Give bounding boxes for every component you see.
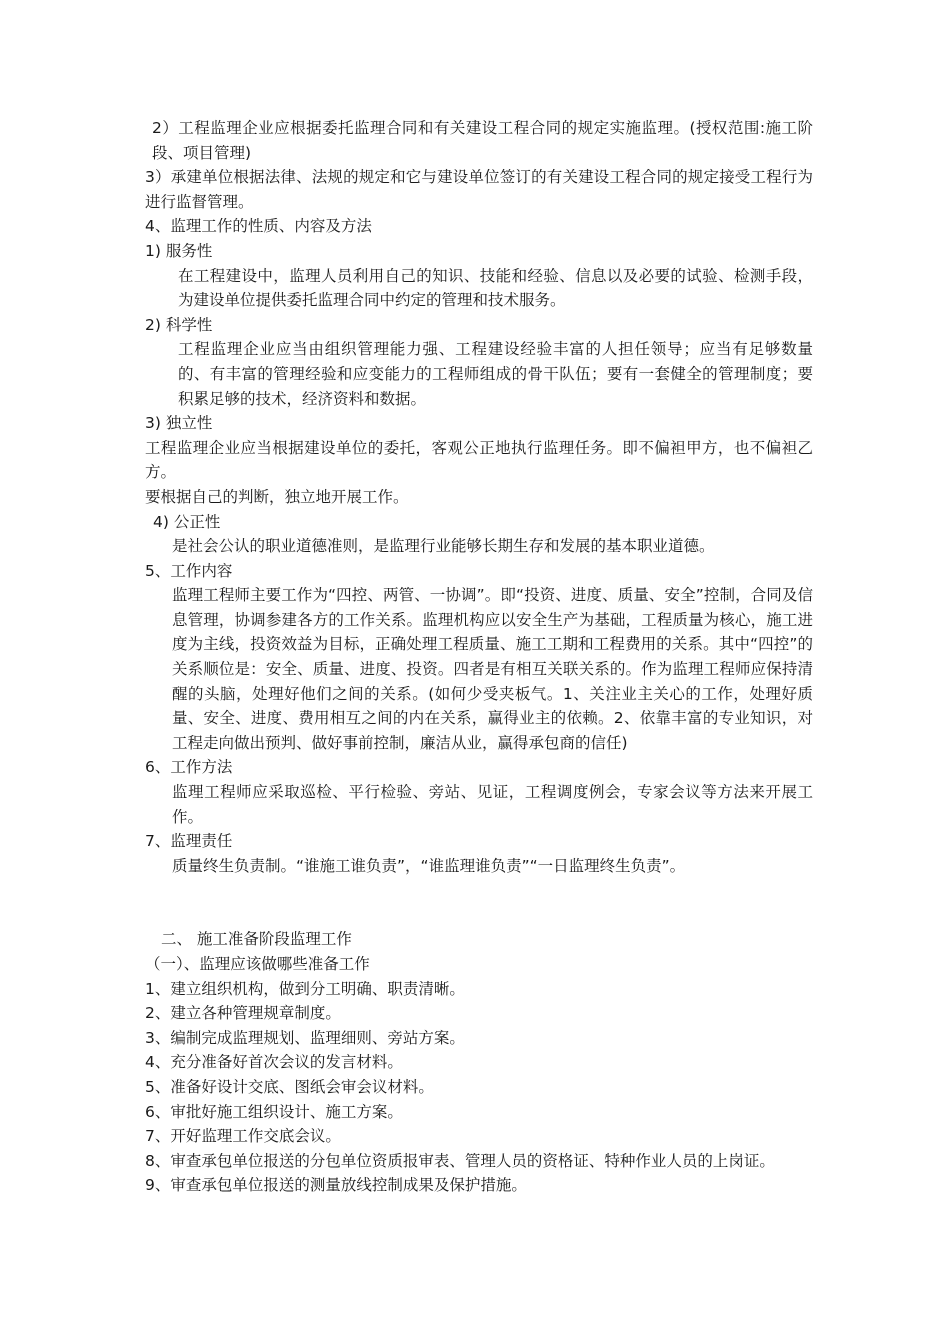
list-item: 4、充分准备好首次会议的发言材料。 xyxy=(145,1053,403,1072)
paragraph-work-content: 监理工程师主要工作为“四控、两管、一协调”。即“投资、进度、质量、安全”控制，合同及信息管理，协调参建各方的工作关系。监理机构应以安全生产为基础，工程质量为核心，施工进度为主线，投资效益为目标，正确处理工程质量、施工工期和工程费用的关系。其中“四控”的关系顺位是：安全、质量、进度、投资。四者是有相互关联关系的。作为监理工程师应保持清醒的头脑，处理好他们之间的关系。(如何少受夹板气。1、关注业主关心的工作，处理好质量、安全、进度、费用相互之间的内在关系，赢得业主的依赖。2、依靠丰富的专业知识，对工程走向做出预判、做好事前控制，廉洁从业，赢得承包商的信任) xyxy=(172,586,813,752)
list-item: 7、开好监理工作交底会议。 xyxy=(145,1127,341,1146)
heading-4-nature-content-methods: 4、监理工作的性质、内容及方法 xyxy=(145,217,372,236)
paragraph-work-methods: 监理工程师应采取巡检、平行检验、旁站、见证，工程调度例会，专家会议等方法来开展工作。 xyxy=(172,783,813,826)
heading-7-responsibility: 7、监理责任 xyxy=(145,832,233,851)
paragraph-independence-2: 要根据自己的判断，独立地开展工作。 xyxy=(145,487,409,506)
paragraph-service: 在工程建设中，监理人员利用自己的知识、技能和经验、信息以及必要的试验、检测手段，为建设单位提供委托监理合同中约定的管理和技术服务。 xyxy=(178,266,813,310)
paragraph-independence-1: 工程监理企业应当根据建设单位的委托，客观公正地执行监理任务。即不偏袒甲方，也不偏袒乙方。 xyxy=(145,438,813,482)
list-item: 2、建立各种管理规章制度。 xyxy=(145,1004,341,1023)
list-item: 9、审查承包单位报送的测量放线控制成果及保护措施。 xyxy=(145,1176,527,1195)
list-item: 1、建立组织机构，做到分工明确、职责清晰。 xyxy=(145,979,465,998)
section-title-preparation-stage: 二、 施工准备阶段监理工作 xyxy=(161,930,352,949)
subheading-service: 1) 服务性 xyxy=(145,241,213,260)
paragraph-scientific: 工程监理企业应当由组织管理能力强、工程建设经验丰富的人担任领导；应当有足够数量的、有丰富的管理经验和应变能力的工程师组成的骨干队伍；要有一套健全的管理制度；要积累足够的技术，经济资料和数据。 xyxy=(178,340,813,408)
subsection-title-preparation-work: （一）、监理应该做哪些准备工作 xyxy=(145,955,370,973)
subheading-independence: 3) 独立性 xyxy=(145,414,213,433)
list-item: 6、审批好施工组织设计、施工方案。 xyxy=(145,1102,403,1121)
paragraph-2: 2）工程监理企业应根据委托监理合同和有关建设工程合同的规定实施监理。(授权范围:施工阶段、项目管理) xyxy=(152,119,813,162)
heading-5-work-content: 5、工作内容 xyxy=(145,561,233,580)
paragraph-3: 3）承建单位根据法律、法规的规定和它与建设单位签订的有关建设工程合同的规定接受工程行为进行监督管理。 xyxy=(145,168,813,211)
paragraph-fairness: 是社会公认的职业道德准则，是监理行业能够长期生存和发展的基本职业道德。 xyxy=(172,537,715,556)
list-item: 5、准备好设计交底、图纸会审会议材料。 xyxy=(145,1077,434,1096)
document-body xyxy=(145,116,813,1198)
subheading-scientific: 2) 科学性 xyxy=(145,315,213,334)
list-item: 3、编制完成监理规划、监理细则、旁站方案。 xyxy=(145,1028,465,1047)
paragraph-responsibility: 质量终生负责制。“谁施工谁负责”，“谁监理谁负责”“一日监理终生负责”。 xyxy=(172,856,686,875)
list-item: 8、审查承包单位报送的分包单位资质报审表、管理人员的资格证、特种作业人员的上岗证。 xyxy=(145,1151,775,1170)
section-gap xyxy=(145,878,813,927)
heading-6-work-methods: 6、工作方法 xyxy=(145,758,233,777)
subheading-fairness: 4) 公正性 xyxy=(153,512,221,531)
